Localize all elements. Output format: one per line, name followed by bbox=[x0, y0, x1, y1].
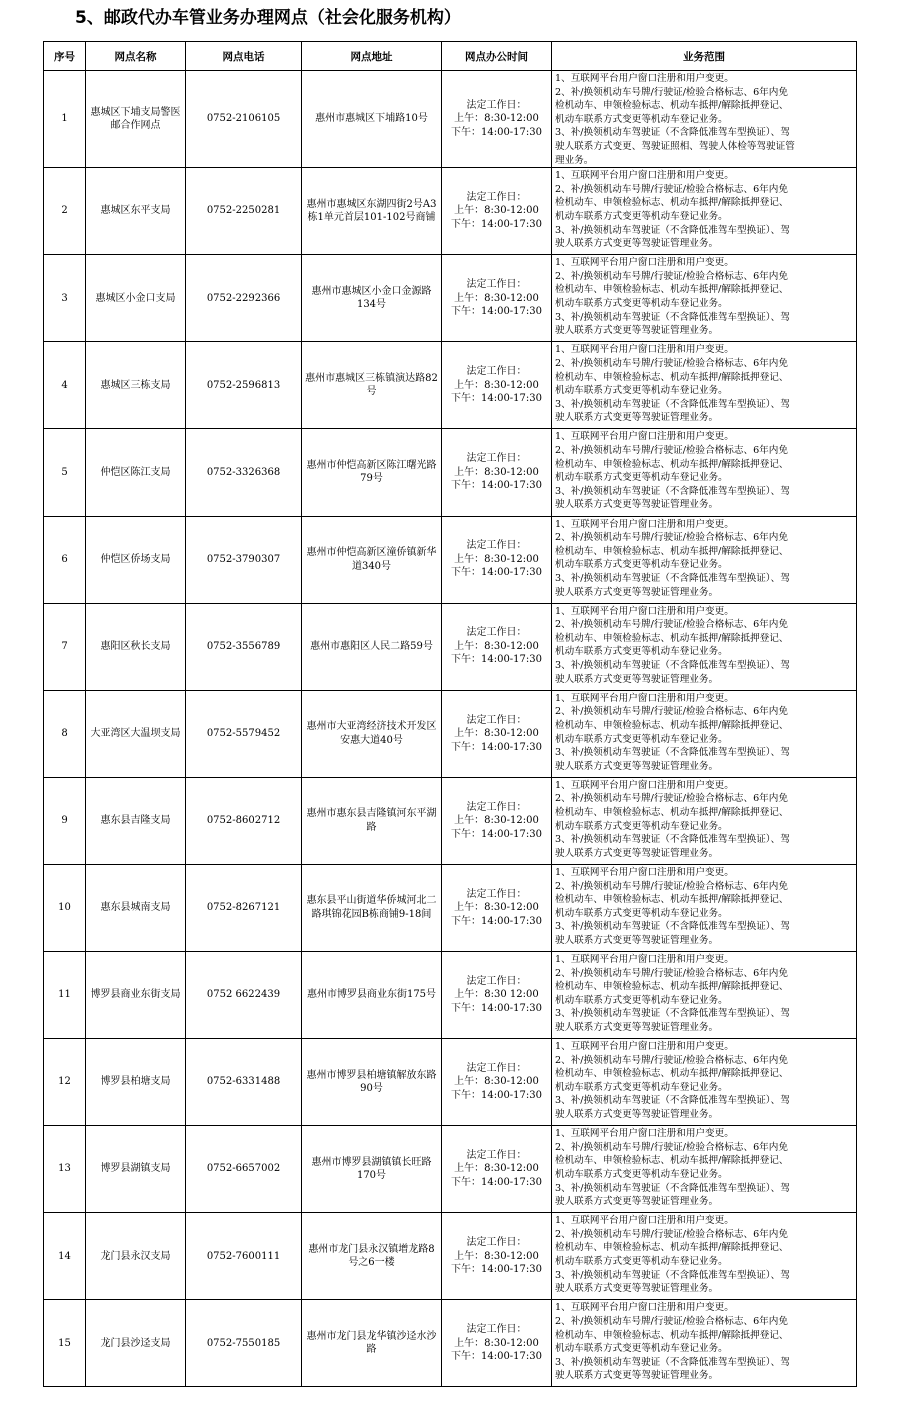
business-scope bbox=[552, 516, 857, 603]
hours-line: 法定工作日： bbox=[466, 1324, 527, 1336]
scope-line: 检机动车、申领检验标志、机动车抵押/解除抵押登记、 bbox=[555, 981, 789, 993]
scope-line: 3、补/换领机动车驾驶证（不含降低准驾车型换证）、驾 bbox=[555, 127, 790, 139]
scope-line: 检机动车、申领检验标志、机动车抵押/解除抵押登记、 bbox=[555, 458, 789, 470]
table-row bbox=[44, 603, 857, 690]
business-scope bbox=[552, 168, 857, 255]
hours-line: 法定工作日： bbox=[466, 279, 527, 291]
scope-line: 检机动车、申领检验标志、机动车抵押/解除抵押登记、 bbox=[555, 807, 789, 818]
office-hours bbox=[442, 342, 552, 429]
scope-line: 检机动车、申领检验标志、机动车抵押/解除抵押登记、 bbox=[555, 100, 789, 112]
scope-line: 3、补/换领机动车驾驶证（不含降低准驾车型换证）、驾 bbox=[555, 398, 790, 410]
scope-line: 检机动车、申领检验标志、机动车抵押/解除抵押登记、 bbox=[555, 1155, 789, 1167]
scope-line: 1、互联网平台用户窗口注册和用户变更。 bbox=[555, 1302, 734, 1314]
scope-line: 2、补/换领机动车号牌/行驶证/检验合格标志、6年内免 bbox=[555, 967, 788, 979]
office-hours bbox=[442, 952, 552, 1039]
hours-line: 下午：14:00-17:30 bbox=[450, 218, 542, 230]
point-address: 惠州市博罗县商业东街175号 bbox=[302, 952, 442, 1039]
point-name: 惠阳区秋长支局 bbox=[86, 603, 186, 690]
service-points-table bbox=[43, 41, 857, 1387]
table-row bbox=[44, 516, 857, 603]
point-phone: 0752-5579452 bbox=[186, 690, 302, 777]
point-address: 惠州市惠东县吉隆镇河东平湖路 bbox=[302, 777, 442, 864]
hours-line: 法定工作日： bbox=[466, 453, 527, 465]
scope-line: 驶人联系方式变更等驾驶证管理业务。 bbox=[555, 847, 719, 859]
row-number: 6 bbox=[44, 516, 86, 603]
table-header-row bbox=[44, 42, 857, 71]
scope-line: 机动车联系方式变更等机动车登记业务。 bbox=[555, 1168, 728, 1180]
scope-line: 机动车联系方式变更等机动车登记业务。 bbox=[555, 646, 728, 658]
table-row bbox=[44, 255, 857, 342]
row-number: 11 bbox=[44, 952, 86, 1039]
header-no: 序号 bbox=[44, 42, 86, 71]
business-scope bbox=[552, 1213, 857, 1300]
row-number: 13 bbox=[44, 1126, 86, 1213]
scope-line: 1、互联网平台用户窗口注册和用户变更。 bbox=[555, 605, 734, 617]
table-row bbox=[44, 168, 857, 255]
hours-line: 上午：8:30-12:00 bbox=[454, 815, 539, 827]
office-hours bbox=[442, 516, 552, 603]
point-phone: 0752-6331488 bbox=[186, 1039, 302, 1126]
business-scope bbox=[552, 777, 857, 864]
point-address: 惠州市龙门县龙华镇沙迳水沙路 bbox=[302, 1300, 442, 1387]
row-number: 3 bbox=[44, 255, 86, 342]
scope-line: 驶人联系方式变更、驾驶证照相、驾驶人体检等驾驶证管 bbox=[555, 140, 795, 152]
table-row bbox=[44, 690, 857, 777]
point-name: 惠城区三栋支局 bbox=[86, 342, 186, 429]
point-phone: 0752-2106105 bbox=[186, 71, 302, 168]
hours-line: 下午：14:00-17:30 bbox=[450, 741, 542, 753]
scope-line: 检机动车、申领检验标志、机动车抵押/解除抵押登记、 bbox=[555, 719, 789, 731]
business-scope bbox=[552, 1039, 857, 1126]
header-address: 网点地址 bbox=[302, 42, 442, 71]
point-address: 惠州市惠城区东湖四街2号A3栋1单元首层101-102号商铺 bbox=[302, 168, 442, 255]
scope-line: 2、补/换领机动车号牌/行驶证/检验合格标志、6年内免 bbox=[555, 793, 788, 805]
hours-line: 下午：14:00-17:30 bbox=[450, 828, 542, 840]
point-phone: 0752-7550185 bbox=[186, 1300, 302, 1387]
point-name: 龙门县沙迳支局 bbox=[86, 1300, 186, 1387]
hours-line: 法定工作日： bbox=[466, 366, 527, 378]
scope-line: 3、补/换领机动车驾驶证（不含降低准驾车型换证）、驾 bbox=[555, 1356, 790, 1368]
row-number: 9 bbox=[44, 777, 86, 864]
scope-line: 驶人联系方式变更等驾驶证管理业务。 bbox=[555, 325, 719, 337]
scope-line: 3、补/换领机动车驾驶证（不含降低准驾车型换证）、驾 bbox=[555, 921, 790, 933]
row-number: 8 bbox=[44, 690, 86, 777]
table-row bbox=[44, 864, 857, 951]
point-name: 仲恺区陈江支局 bbox=[86, 429, 186, 516]
hours-line: 下午：14:00-17:30 bbox=[450, 1176, 542, 1188]
point-address: 惠州市仲恺高新区陈江曙光路79号 bbox=[302, 429, 442, 516]
scope-line: 1、互联网平台用户窗口注册和用户变更。 bbox=[555, 431, 734, 443]
point-phone: 0752-6657002 bbox=[186, 1126, 302, 1213]
hours-line: 法定工作日： bbox=[466, 540, 527, 552]
scope-line: 1、互联网平台用户窗口注册和用户变更。 bbox=[555, 518, 734, 530]
hours-line: 下午：14:00-17:30 bbox=[450, 654, 542, 666]
business-scope bbox=[552, 603, 857, 690]
header-phone: 网点电话 bbox=[186, 42, 302, 71]
office-hours bbox=[442, 429, 552, 516]
business-scope bbox=[552, 952, 857, 1039]
business-scope bbox=[552, 690, 857, 777]
scope-line: 1、互联网平台用户窗口注册和用户变更。 bbox=[555, 1128, 734, 1140]
scope-line: 机动车联系方式变更等机动车登记业务。 bbox=[555, 298, 728, 310]
scope-line: 机动车联系方式变更等机动车登记业务。 bbox=[555, 559, 728, 571]
point-address: 惠州市仲恺高新区潼侨镇新华道340号 bbox=[302, 516, 442, 603]
hours-line: 法定工作日： bbox=[466, 888, 527, 900]
office-hours bbox=[442, 1213, 552, 1300]
point-address: 惠州市博罗县湖镇镇长旺路170号 bbox=[302, 1126, 442, 1213]
hours-line: 上午：8:30-12:00 bbox=[454, 113, 539, 125]
scope-line: 检机动车、申领检验标志、机动车抵押/解除抵押登记、 bbox=[555, 1329, 789, 1341]
scope-line: 3、补/换领机动车驾驶证（不含降低准驾车型换证）、驾 bbox=[555, 1008, 790, 1020]
business-scope bbox=[552, 342, 857, 429]
point-phone: 0752-8267121 bbox=[186, 864, 302, 951]
scope-line: 2、补/换领机动车号牌/行驶证/检验合格标志、6年内免 bbox=[555, 1228, 788, 1240]
scope-line: 机动车联系方式变更等机动车登记业务。 bbox=[555, 1343, 728, 1355]
business-scope bbox=[552, 429, 857, 516]
scope-line: 1、互联网平台用户窗口注册和用户变更。 bbox=[555, 692, 734, 704]
hours-line: 上午：8:30-12:00 bbox=[454, 1163, 539, 1175]
scope-line: 驶人联系方式变更等驾驶证管理业务。 bbox=[555, 1109, 719, 1121]
scope-line: 2、补/换领机动车号牌/行驶证/检验合格标志、6年内免 bbox=[555, 880, 788, 892]
header-hours: 网点办公时间 bbox=[442, 42, 552, 71]
office-hours bbox=[442, 1300, 552, 1387]
point-name: 博罗县柏塘支局 bbox=[86, 1039, 186, 1126]
scope-line: 检机动车、申领检验标志、机动车抵押/解除抵押登记、 bbox=[555, 197, 789, 209]
hours-line: 下午：14:00-17:30 bbox=[450, 1351, 542, 1363]
scope-line: 2、补/换领机动车号牌/行驶证/检验合格标志、6年内免 bbox=[555, 270, 788, 282]
hours-line: 下午：14:00-17:30 bbox=[450, 567, 542, 579]
point-phone: 0752-8602712 bbox=[186, 777, 302, 864]
scope-line: 1、互联网平台用户窗口注册和用户变更。 bbox=[555, 344, 734, 356]
row-number: 10 bbox=[44, 864, 86, 951]
hours-line: 下午：14:00-17:30 bbox=[450, 1089, 542, 1101]
office-hours bbox=[442, 1039, 552, 1126]
scope-line: 3、补/换领机动车驾驶证（不含降低准驾车型换证）、驾 bbox=[555, 311, 790, 323]
row-number: 4 bbox=[44, 342, 86, 429]
scope-line: 驶人联系方式变更等驾驶证管理业务。 bbox=[555, 934, 719, 946]
business-scope bbox=[552, 255, 857, 342]
point-address: 惠州市惠城区下埔路10号 bbox=[302, 71, 442, 168]
scope-line: 驶人联系方式变更等驾驶证管理业务。 bbox=[555, 673, 719, 685]
scope-line: 3、补/换领机动车驾驶证（不含降低准驾车型换证）、驾 bbox=[555, 1269, 790, 1281]
scope-line: 驶人联系方式变更等驾驶证管理业务。 bbox=[555, 499, 719, 511]
scope-line: 机动车联系方式变更等机动车登记业务。 bbox=[555, 113, 728, 125]
office-hours bbox=[442, 71, 552, 168]
scope-line: 1、互联网平台用户窗口注册和用户变更。 bbox=[555, 954, 734, 965]
office-hours bbox=[442, 690, 552, 777]
office-hours bbox=[442, 603, 552, 690]
scope-line: 3、补/换领机动车驾驶证（不含降低准驾车型换证）、驾 bbox=[555, 834, 790, 846]
point-address: 惠州市博罗县柏塘镇解放东路90号 bbox=[302, 1039, 442, 1126]
point-address: 惠州市惠阳区人民二路59号 bbox=[302, 603, 442, 690]
hours-line: 上午：8:30 12:00 bbox=[454, 989, 539, 1001]
hours-line: 法定工作日： bbox=[466, 1062, 527, 1074]
hours-line: 法定工作日： bbox=[466, 627, 527, 639]
page-title: 5、邮政代办车管业务办理网点（社会化服务机构） bbox=[75, 8, 461, 28]
hours-line: 下午：14:00-17:30 bbox=[450, 1264, 542, 1276]
scope-line: 理业务。 bbox=[555, 154, 594, 166]
scope-line: 驶人联系方式变更等驾驶证管理业务。 bbox=[555, 1370, 719, 1382]
header-name: 网点名称 bbox=[86, 42, 186, 71]
scope-line: 驶人联系方式变更等驾驶证管理业务。 bbox=[555, 1021, 719, 1033]
scope-line: 2、补/换领机动车号牌/行驶证/检验合格标志、6年内免 bbox=[555, 86, 788, 98]
office-hours bbox=[442, 864, 552, 951]
scope-line: 机动车联系方式变更等机动车登记业务。 bbox=[555, 385, 728, 397]
scope-line: 3、补/换领机动车驾驶证（不含降低准驾车型换证）、驾 bbox=[555, 660, 790, 671]
office-hours bbox=[442, 1126, 552, 1213]
point-name: 博罗县商业东街支局 bbox=[86, 952, 186, 1039]
point-name: 大亚湾区大温坝支局 bbox=[86, 690, 186, 777]
hours-line: 法定工作日： bbox=[466, 975, 527, 987]
table-row bbox=[44, 1039, 857, 1126]
scope-line: 1、互联网平台用户窗口注册和用户变更。 bbox=[555, 257, 734, 269]
point-name: 博罗县湖镇支局 bbox=[86, 1126, 186, 1213]
scope-line: 机动车联系方式变更等机动车登记业务。 bbox=[555, 210, 728, 222]
scope-line: 机动车联系方式变更等机动车登记业务。 bbox=[555, 733, 728, 745]
business-scope bbox=[552, 864, 857, 951]
scope-line: 检机动车、申领检验标志、机动车抵押/解除抵押登记、 bbox=[555, 1068, 789, 1080]
hours-line: 法定工作日： bbox=[466, 1237, 527, 1249]
point-phone: 0752-3326368 bbox=[186, 429, 302, 516]
point-name: 惠东县吉隆支局 bbox=[86, 777, 186, 864]
scope-line: 检机动车、申领检验标志、机动车抵押/解除抵押登记、 bbox=[555, 632, 789, 644]
hours-line: 下午：14:00-17:30 bbox=[450, 126, 542, 138]
row-number: 7 bbox=[44, 603, 86, 690]
point-name: 惠城区东平支局 bbox=[86, 168, 186, 255]
scope-line: 机动车联系方式变更等机动车登记业务。 bbox=[555, 907, 728, 919]
scope-line: 机动车联系方式变更等机动车登记业务。 bbox=[555, 1256, 728, 1268]
scope-line: 1、互联网平台用户窗口注册和用户变更。 bbox=[555, 73, 734, 84]
scope-line: 检机动车、申领检验标志、机动车抵押/解除抵押登记、 bbox=[555, 894, 789, 906]
office-hours bbox=[442, 168, 552, 255]
point-phone: 0752-3790307 bbox=[186, 516, 302, 603]
point-name: 龙门县永汉支局 bbox=[86, 1213, 186, 1300]
table-row bbox=[44, 952, 857, 1039]
scope-line: 2、补/换领机动车号牌/行驶证/检验合格标志、6年内免 bbox=[555, 183, 788, 195]
business-scope bbox=[552, 1126, 857, 1213]
row-number: 2 bbox=[44, 168, 86, 255]
business-scope bbox=[552, 1300, 857, 1387]
point-phone: 0752-3556789 bbox=[186, 603, 302, 690]
hours-line: 法定工作日： bbox=[466, 99, 527, 111]
scope-line: 驶人联系方式变更等驾驶证管理业务。 bbox=[555, 238, 719, 250]
scope-line: 1、互联网平台用户窗口注册和用户变更。 bbox=[555, 1041, 734, 1053]
scope-line: 1、互联网平台用户窗口注册和用户变更。 bbox=[555, 170, 734, 182]
scope-line: 机动车联系方式变更等机动车登记业务。 bbox=[555, 1081, 728, 1093]
scope-line: 机动车联系方式变更等机动车登记业务。 bbox=[555, 820, 728, 832]
scope-line: 2、补/换领机动车号牌/行驶证/检验合格标志、6年内免 bbox=[555, 619, 788, 631]
row-number: 14 bbox=[44, 1213, 86, 1300]
row-number: 5 bbox=[44, 429, 86, 516]
point-name: 惠城区下埔支局警医邮合作网点 bbox=[86, 71, 186, 168]
point-name: 仲恺区侨场支局 bbox=[86, 516, 186, 603]
table-row bbox=[44, 429, 857, 516]
scope-line: 3、补/换领机动车驾驶证（不含降低准驾车型换证）、驾 bbox=[555, 747, 790, 759]
hours-line: 上午：8:30-12:00 bbox=[454, 205, 539, 217]
scope-line: 2、补/换领机动车号牌/行驶证/检验合格标志、6年内免 bbox=[555, 532, 788, 544]
hours-line: 上午：8:30-12:00 bbox=[454, 553, 539, 565]
row-number: 15 bbox=[44, 1300, 86, 1387]
scope-line: 2、补/换领机动车号牌/行驶证/检验合格标志、6年内免 bbox=[555, 445, 788, 457]
hours-line: 下午：14:00-17:30 bbox=[450, 393, 542, 405]
hours-line: 法定工作日： bbox=[466, 1149, 527, 1161]
scope-line: 3、补/换领机动车驾驶证（不含降低准驾车型换证）、驾 bbox=[555, 485, 790, 497]
point-name: 惠东县城南支局 bbox=[86, 864, 186, 951]
hours-line: 上午：8:30-12:00 bbox=[454, 1076, 539, 1088]
scope-line: 1、互联网平台用户窗口注册和用户变更。 bbox=[555, 866, 734, 878]
scope-line: 检机动车、申领检验标志、机动车抵押/解除抵押登记、 bbox=[555, 284, 789, 296]
hours-line: 上午：8:30-12:00 bbox=[454, 728, 539, 740]
table-row bbox=[44, 1300, 857, 1387]
table-row bbox=[44, 342, 857, 429]
hours-line: 上午：8:30-12:00 bbox=[454, 379, 539, 391]
scope-line: 驶人联系方式变更等驾驶证管理业务。 bbox=[555, 412, 719, 424]
point-address: 惠州市龙门县永汉镇增龙路8号之6一楼 bbox=[302, 1213, 442, 1300]
scope-line: 检机动车、申领检验标志、机动车抵押/解除抵押登记、 bbox=[555, 371, 789, 383]
point-address: 惠东县平山街道华侨城河北二路琪锦花园B栋商铺9-18间 bbox=[302, 864, 442, 951]
point-address: 惠州市大亚湾经济技术开发区安惠大道40号 bbox=[302, 690, 442, 777]
hours-line: 下午：14:00-17:30 bbox=[450, 915, 542, 927]
office-hours bbox=[442, 777, 552, 864]
point-phone: 0752 6622439 bbox=[186, 952, 302, 1039]
scope-line: 2、补/换领机动车号牌/行驶证/检验合格标志、6年内免 bbox=[555, 1141, 788, 1153]
hours-line: 上午：8:30-12:00 bbox=[454, 466, 539, 478]
hours-line: 上午：8:30-12:00 bbox=[454, 1250, 539, 1262]
scope-line: 1、互联网平台用户窗口注册和用户变更。 bbox=[555, 779, 734, 791]
row-number: 12 bbox=[44, 1039, 86, 1126]
scope-line: 1、互联网平台用户窗口注册和用户变更。 bbox=[555, 1215, 734, 1227]
scope-line: 2、补/换领机动车号牌/行驶证/检验合格标志、6年内免 bbox=[555, 357, 788, 369]
point-address: 惠州市惠城区三栋镇演达路82号 bbox=[302, 342, 442, 429]
scope-line: 2、补/换领机动车号牌/行驶证/检验合格标志、6年内免 bbox=[555, 1315, 788, 1327]
scope-line: 驶人联系方式变更等驾驶证管理业务。 bbox=[555, 760, 719, 772]
hours-line: 下午：14:00-17:30 bbox=[450, 480, 542, 492]
hours-line: 法定工作日： bbox=[466, 191, 527, 203]
header-scope: 业务范围 bbox=[552, 42, 857, 71]
table-body bbox=[44, 71, 857, 1387]
scope-line: 检机动车、申领检验标志、机动车抵押/解除抵押登记、 bbox=[555, 1242, 789, 1254]
table-row bbox=[44, 777, 857, 864]
hours-line: 上午：8:30-12:00 bbox=[454, 640, 539, 652]
point-address: 惠州市惠城区小金口金源路134号 bbox=[302, 255, 442, 342]
table-row bbox=[44, 71, 857, 168]
scope-line: 驶人联系方式变更等驾驶证管理业务。 bbox=[555, 1283, 719, 1295]
office-hours bbox=[442, 255, 552, 342]
scope-line: 3、补/换领机动车驾驶证（不含降低准驾车型换证）、驾 bbox=[555, 1182, 790, 1194]
scope-line: 2、补/换领机动车号牌/行驶证/检验合格标志、6年内免 bbox=[555, 1054, 788, 1066]
table-row bbox=[44, 1213, 857, 1300]
business-scope bbox=[552, 71, 857, 168]
scope-line: 3、补/换领机动车驾驶证（不含降低准驾车型换证）、驾 bbox=[555, 572, 790, 584]
scope-line: 驶人联系方式变更等驾驶证管理业务。 bbox=[555, 1196, 719, 1208]
scope-line: 驶人联系方式变更等驾驶证管理业务。 bbox=[555, 586, 719, 598]
point-phone: 0752-7600111 bbox=[186, 1213, 302, 1300]
point-name: 惠城区小金口支局 bbox=[86, 255, 186, 342]
hours-line: 上午：8:30-12:00 bbox=[454, 1337, 539, 1349]
scope-line: 2、补/换领机动车号牌/行驶证/检验合格标志、6年内免 bbox=[555, 706, 788, 718]
row-number: 1 bbox=[44, 71, 86, 168]
hours-line: 下午：14:00-17:30 bbox=[450, 1002, 542, 1014]
hours-line: 上午：8:30-12:00 bbox=[454, 292, 539, 304]
scope-line: 3、补/换领机动车驾驶证（不含降低准驾车型换证）、驾 bbox=[555, 224, 790, 236]
point-phone: 0752-2292366 bbox=[186, 255, 302, 342]
table-row bbox=[44, 1126, 857, 1213]
scope-line: 机动车联系方式变更等机动车登记业务。 bbox=[555, 472, 728, 484]
scope-line: 3、补/换领机动车驾驶证（不含降低准驾车型换证）、驾 bbox=[555, 1095, 790, 1107]
point-phone: 0752-2250281 bbox=[186, 168, 302, 255]
hours-line: 上午：8:30-12:00 bbox=[454, 902, 539, 914]
hours-line: 下午：14:00-17:30 bbox=[450, 306, 542, 318]
scope-line: 机动车联系方式变更等机动车登记业务。 bbox=[555, 994, 728, 1006]
hours-line: 法定工作日： bbox=[466, 714, 527, 726]
hours-line: 法定工作日： bbox=[466, 801, 527, 813]
point-phone: 0752-2596813 bbox=[186, 342, 302, 429]
scope-line: 检机动车、申领检验标志、机动车抵押/解除抵押登记、 bbox=[555, 545, 789, 557]
